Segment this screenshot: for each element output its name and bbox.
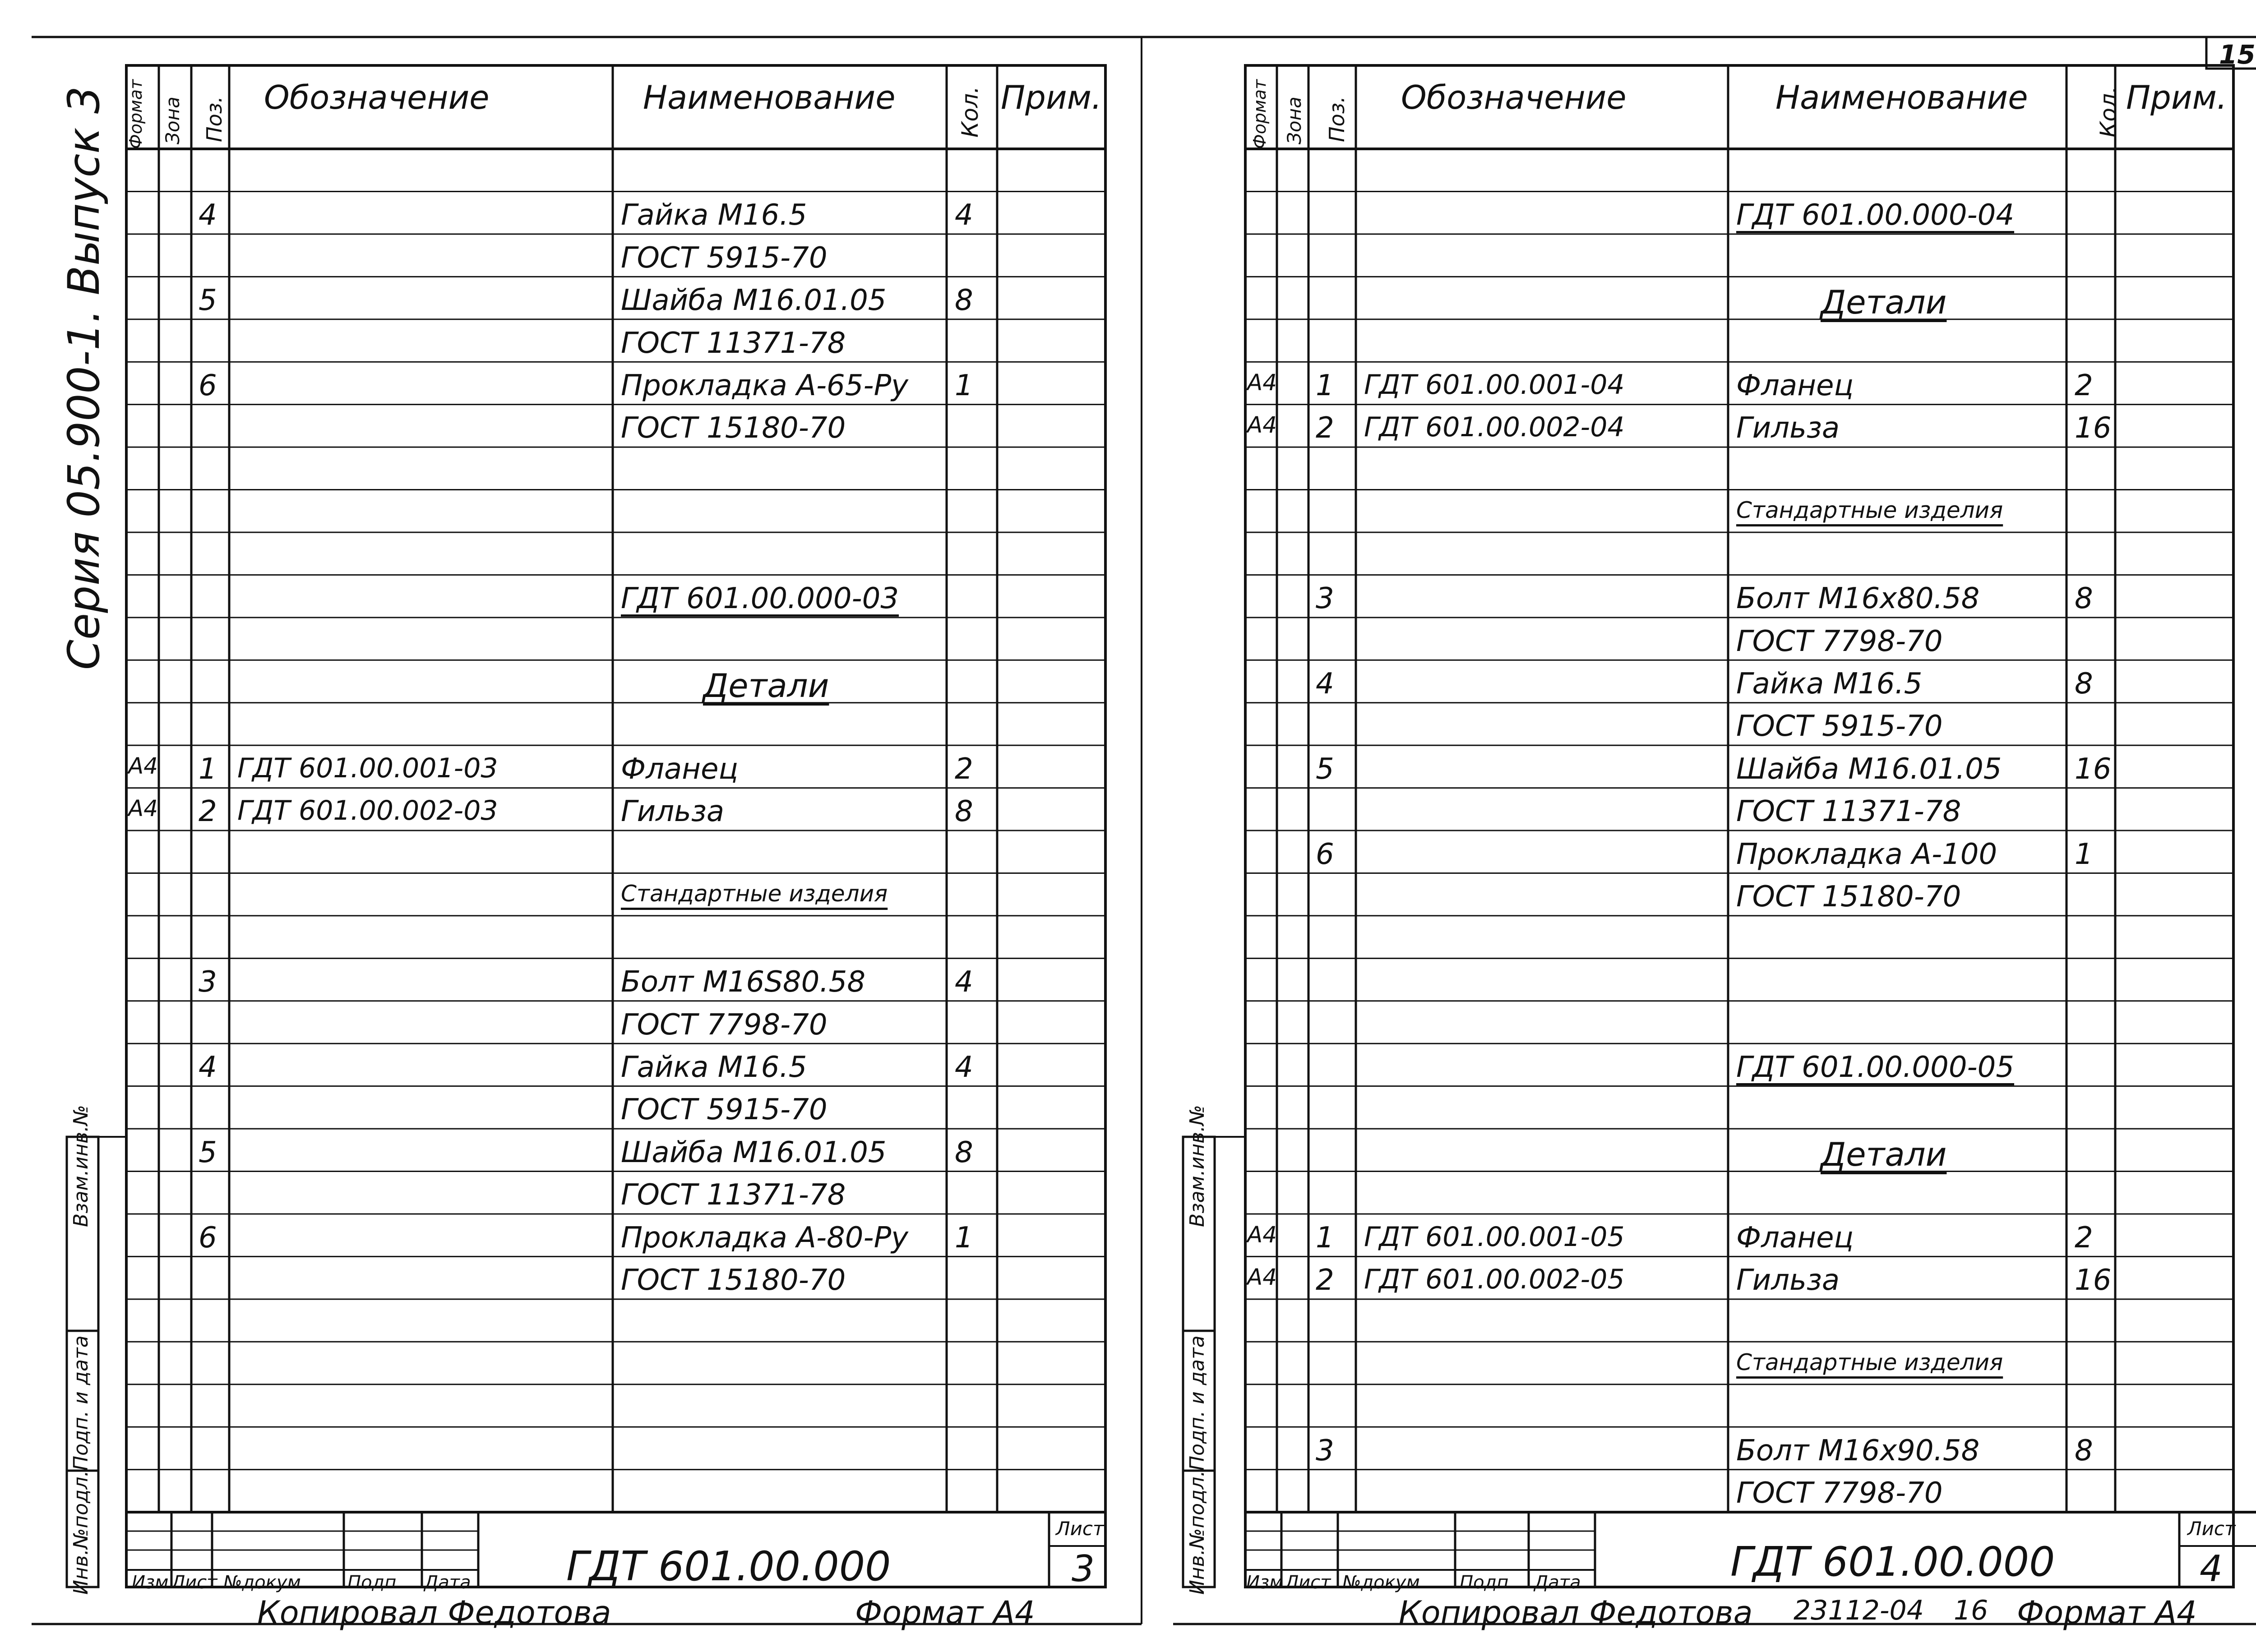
- header-designation-right: Обозначение: [1401, 78, 1627, 116]
- cell-name: ГОСТ 15180-70: [621, 1264, 846, 1297]
- cell-name: Гайка М16.5: [621, 198, 807, 232]
- cell-quantity: 16: [2075, 411, 2112, 445]
- cell-format: А4: [1247, 1221, 1277, 1248]
- cell-designation: ГДТ 601.00.001-03: [237, 752, 498, 784]
- cell-position: 2: [1316, 411, 1334, 445]
- copied-by: Копировал Федотова: [257, 1594, 611, 1631]
- series-label: Серия 05.900-1. Выпуск 3: [59, 86, 109, 670]
- cell-quantity: 8: [955, 1135, 973, 1169]
- cell-position: 5: [199, 284, 217, 318]
- cell-name: Шайба М16.01.05: [621, 1135, 887, 1169]
- tb-podp-right: Подп.: [1460, 1572, 1515, 1593]
- tb-sheet-label: Лист: [1056, 1518, 1104, 1540]
- cell-name: Болт М16S80.58: [621, 965, 866, 999]
- header-designation: Обозначение: [264, 78, 490, 116]
- cell-position: 3: [199, 965, 217, 999]
- cell-name: ГДТ 601.00.000-04: [1736, 198, 2015, 232]
- tb-podp: Подп.: [347, 1572, 402, 1593]
- tb-ndokum: №докум.: [223, 1572, 307, 1593]
- cell-quantity: 4: [955, 1050, 973, 1084]
- cell-quantity: 8: [2075, 582, 2093, 616]
- cell-quantity: 16: [2075, 752, 2112, 786]
- cell-name: ГОСТ 11371-78: [621, 326, 846, 360]
- cell-name: Фланец: [1736, 369, 1854, 402]
- cell-designation: ГДТ 601.00.001-04: [1364, 369, 1625, 401]
- doc-number-right: ГДТ 601.00.000: [1730, 1538, 2055, 1586]
- cell-name: Детали: [1821, 1135, 1947, 1173]
- cell-name: ГОСТ 7798-70: [621, 1008, 828, 1042]
- stamp-podp-data-right: Подп. и дата: [1186, 1335, 1209, 1471]
- header-pos: Поз.: [202, 96, 227, 142]
- tb-izm: Изм: [132, 1572, 169, 1593]
- cell-name: Стандартные изделия: [1736, 1349, 2003, 1376]
- cell-name: Болт М16х90.58: [1736, 1434, 1980, 1467]
- tb-list: Лист: [171, 1572, 217, 1593]
- tb-data-right: Дата: [1534, 1572, 1581, 1593]
- header-name-right: Наименование: [1775, 78, 2028, 116]
- cell-name: Фланец: [621, 752, 738, 786]
- cell-quantity: 8: [2075, 1434, 2093, 1467]
- tb-list-right: Лист: [1285, 1572, 1331, 1593]
- cell-quantity: 8: [955, 795, 973, 829]
- cell-designation: ГДТ 601.00.002-04: [1364, 411, 1625, 443]
- cell-name: Гайка М16.5: [1736, 667, 1923, 701]
- doc-number: ГДТ 601.00.000: [566, 1543, 891, 1590]
- header-qty-right: Кол.: [2095, 86, 2122, 138]
- cell-name: Гайка М16.5: [621, 1050, 807, 1084]
- sheet-number-right: 4: [2200, 1548, 2223, 1590]
- cell-position: 4: [1316, 667, 1334, 701]
- cell-name: ГОСТ 5915-70: [621, 1093, 828, 1127]
- cell-name: Гильза: [621, 795, 725, 829]
- cell-format: А4: [128, 795, 158, 822]
- cell-quantity: 2: [955, 752, 973, 786]
- header-name: Наименование: [643, 78, 896, 116]
- format-label: Формат А4: [855, 1594, 1035, 1631]
- cell-name: Гильза: [1736, 411, 1840, 445]
- cell-format: А4: [128, 752, 158, 779]
- stamp-vzam-inv: Взам.инв.№: [69, 1105, 92, 1227]
- cell-quantity: 4: [955, 198, 973, 232]
- tb-izm-right: Изм: [1246, 1572, 1283, 1593]
- cell-name: Прокладка А-80-Ру: [621, 1221, 909, 1255]
- cell-position: 1: [1316, 369, 1334, 402]
- cell-name: ГОСТ 15180-70: [1736, 880, 1961, 914]
- cell-position: 5: [199, 1135, 217, 1169]
- cell-name: Стандартные изделия: [1736, 497, 2003, 524]
- cell-quantity: 1: [955, 369, 973, 402]
- sheet-number: 3: [1072, 1548, 1095, 1590]
- header-note: Прим.: [1001, 78, 1102, 116]
- cell-name: Детали: [1821, 283, 1947, 322]
- cell-name: Шайба М16.01.05: [621, 284, 887, 318]
- stamp-inv-podl: Инв.№подл.: [69, 1470, 92, 1595]
- header-zone-right: Зона: [1283, 97, 1305, 144]
- format-label-right: Формат А4: [2017, 1594, 2197, 1631]
- header-pos-right: Поз.: [1325, 96, 1349, 142]
- order-sheet: 16: [1954, 1595, 1988, 1626]
- cell-position: 1: [199, 752, 217, 786]
- cell-name: ГДТ 601.00.000-03: [621, 582, 899, 616]
- cell-position: 2: [199, 795, 217, 829]
- cell-quantity: 8: [2075, 667, 2093, 701]
- cell-quantity: 8: [955, 284, 973, 318]
- header-note-right: Прим.: [2126, 78, 2227, 116]
- cell-position: 6: [199, 369, 217, 402]
- cell-name: ГОСТ 5915-70: [621, 241, 828, 275]
- header-format-right: Формат: [1250, 79, 1270, 149]
- cell-name: Болт М16х80.58: [1736, 582, 1980, 616]
- cell-quantity: 2: [2075, 369, 2093, 402]
- tb-sheet-label-right: Лист: [2187, 1518, 2236, 1540]
- cell-name: ГОСТ 7798-70: [1736, 1477, 1943, 1510]
- cell-name: Шайба М16.01.05: [1736, 752, 2002, 786]
- cell-name: ГОСТ 5915-70: [1736, 710, 1943, 743]
- cell-designation: ГДТ 601.00.002-03: [237, 795, 498, 827]
- cell-format: А4: [1247, 369, 1277, 396]
- cell-designation: ГДТ 601.00.002-05: [1364, 1264, 1625, 1296]
- cell-quantity: 4: [955, 965, 973, 999]
- cell-name: ГОСТ 7798-70: [1736, 624, 1943, 658]
- stamp-podp-data: Подп. и дата: [69, 1335, 92, 1471]
- copied-by-right: Копировал Федотова: [1399, 1594, 1753, 1631]
- cell-position: 1: [1316, 1221, 1334, 1255]
- cell-quantity: 1: [955, 1221, 973, 1255]
- stamp-vzam-inv-right: Взам.инв.№: [1186, 1105, 1209, 1227]
- cell-format: А4: [1247, 1264, 1277, 1291]
- cell-position: 2: [1316, 1264, 1334, 1297]
- cell-name: Прокладка А-65-Ру: [621, 369, 909, 402]
- cell-quantity: 2: [2075, 1221, 2093, 1255]
- cell-position: 4: [199, 198, 217, 232]
- cell-name: Фланец: [1736, 1221, 1854, 1255]
- cell-position: 5: [1316, 752, 1334, 786]
- tb-ndokum-right: №докум.: [1342, 1572, 1426, 1593]
- page-number: 15: [2219, 39, 2256, 70]
- cell-name: ГДТ 601.00.000-05: [1736, 1050, 2015, 1084]
- tb-data: Дата: [424, 1572, 471, 1593]
- cell-quantity: 1: [2075, 837, 2093, 871]
- stamp-inv-podl-right: Инв.№подл.: [1186, 1470, 1209, 1595]
- cell-designation: ГДТ 601.00.001-05: [1364, 1221, 1625, 1253]
- header-zone: Зона: [162, 97, 184, 144]
- cell-name: ГОСТ 11371-78: [1736, 795, 1961, 829]
- cell-format: А4: [1247, 412, 1277, 438]
- cell-name: Гильза: [1736, 1264, 1840, 1297]
- cell-position: 6: [1316, 837, 1334, 871]
- cell-name: ГОСТ 11371-78: [621, 1178, 846, 1212]
- cell-quantity: 16: [2075, 1264, 2112, 1297]
- cell-position: 6: [199, 1221, 217, 1255]
- cell-name: ГОСТ 15180-70: [621, 411, 846, 445]
- cell-name: Стандартные изделия: [621, 881, 888, 907]
- cell-position: 4: [199, 1050, 217, 1084]
- header-format: Формат: [126, 79, 146, 149]
- cell-name: Детали: [703, 667, 829, 705]
- cell-name: Прокладка А-100: [1736, 837, 1997, 871]
- order-number: 23112-04: [1794, 1595, 1924, 1626]
- header-qty: Кол.: [957, 86, 983, 138]
- cell-position: 3: [1316, 582, 1334, 616]
- cell-position: 3: [1316, 1434, 1334, 1467]
